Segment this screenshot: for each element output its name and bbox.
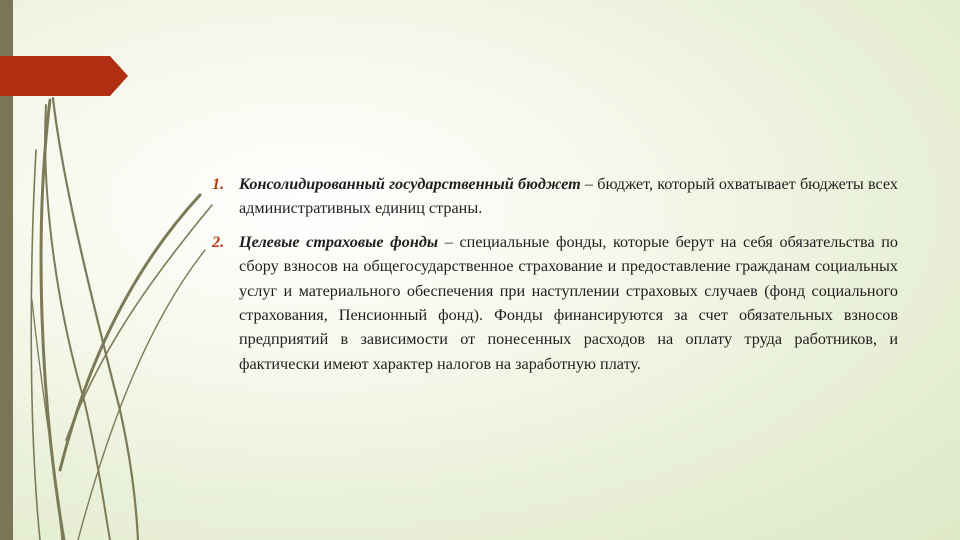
- item-term: Консолидированный государственный бюджет: [239, 175, 581, 193]
- list-item: [212, 172, 898, 221]
- item-number: 2.: [212, 232, 225, 251]
- item-text: – бюджет, который охватывает бюджеты всех административных единиц страны.: [239, 175, 899, 218]
- item-term: Целевые страховые фонды: [239, 232, 439, 251]
- definitions-list: [212, 172, 898, 385]
- item-number: 1.: [212, 175, 225, 193]
- list-item: [212, 230, 898, 376]
- item-text: – специальные фонды, которые берут на себя обязательства по сбору взносов на общегосударственное страхование и предоставление гражданам социальных услуг и материального обеспечения при наступлении страховых случаев (фонд социального страхования, Пенсионный фонд). Фонды финансируются за счет обязательных взносов предприятий в зависимости от понесенных расходов на оплату труда работников, и фактически имеют характер налогов на заработную плату.: [239, 232, 899, 373]
